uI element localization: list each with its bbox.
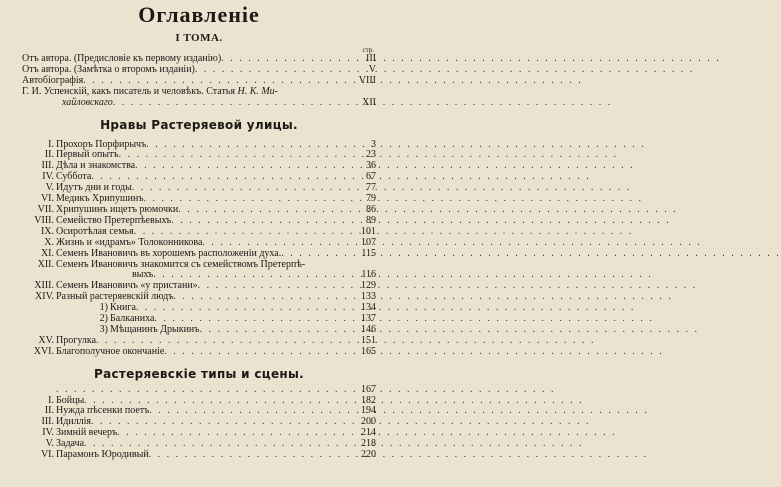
entry-page: 86: [366, 203, 376, 215]
entry-title: Благополучное окончаніе: [56, 345, 165, 357]
entry-title: Зимній вечеръ: [56, 427, 118, 439]
entry-page: 137: [361, 313, 376, 325]
entry-number: XIII.: [34, 280, 54, 292]
entry-title: Задача: [56, 438, 85, 450]
entry-page: 3: [371, 138, 376, 150]
entry-title: Мѣщанинъ Дрыкинъ: [110, 323, 200, 335]
toc-entry: [22, 347, 376, 358]
leader-dots: [113, 98, 348, 109]
chapter-list: [22, 140, 376, 304]
entry-title: Прогулка: [56, 334, 97, 346]
entry-title-cont: выхъ: [132, 269, 154, 281]
page-title: Оглавленіе: [138, 2, 260, 27]
entry-number: VIII.: [34, 214, 54, 226]
entry-page: 129: [361, 280, 376, 292]
entry-page: 36: [366, 160, 376, 172]
toc-entry: [22, 238, 376, 249]
chapter-list: [22, 385, 376, 461]
leader-dots: [202, 238, 348, 249]
entry-title: Бойцы: [56, 394, 85, 406]
entry-page: V: [368, 63, 376, 75]
entry-page: 146: [361, 323, 376, 335]
entry-page: 165: [361, 345, 376, 357]
entry-title: Семенъ Ивановичъ «у пристани»: [56, 280, 198, 292]
entry-title: [22, 87, 278, 98]
entry-title: Автобіографія: [22, 74, 84, 86]
entry-title: Медикъ Хрипушинъ: [56, 193, 144, 205]
entry-page: 133: [361, 291, 376, 303]
entry-page: XII: [362, 96, 376, 108]
entry-title: Семейство Претерпѣевыхъ: [56, 214, 172, 226]
chapter-list-continued: [22, 336, 376, 358]
entry-number: III.: [41, 416, 54, 428]
entry-number: V.: [45, 182, 54, 194]
entry-page: 214: [361, 427, 376, 439]
entry-title: Хрипушинъ ищетъ рюмочки: [56, 203, 179, 215]
entry-number: IV.: [42, 171, 54, 183]
entry-number: IX.: [40, 225, 54, 237]
entry-title: Семенъ Ивановичъ знакомится съ семействомъ Претерпѣ-: [56, 258, 306, 270]
entry-number: I.: [48, 138, 54, 150]
entry-page: 151: [361, 334, 376, 346]
entry-page: 116: [361, 269, 376, 281]
entry-page: 182: [361, 394, 376, 406]
entry-number: III.: [41, 160, 54, 172]
entry-title: Парамонъ Юродивый: [56, 449, 149, 461]
toc-entry: [22, 249, 376, 260]
section-heading: Растеряевскіе типы и сцены.: [93, 366, 305, 381]
leader-dots: [281, 249, 348, 260]
entry-number: 1): [99, 302, 108, 314]
entry-page: 115: [361, 247, 376, 259]
entry-page: III: [366, 53, 376, 64]
entry-number: V.: [45, 438, 54, 450]
entry-page: 218: [361, 438, 376, 450]
entry-title: Нужда пѣсенки поетъ: [56, 405, 150, 417]
entry-number: VI.: [40, 449, 54, 461]
entry-number: I.: [48, 394, 54, 406]
entry-number: XI.: [40, 247, 54, 259]
entry-title: Первый опытъ: [56, 149, 119, 161]
entry-page: 101: [361, 225, 376, 237]
entry-title: Книга: [110, 302, 136, 314]
entry-page: 79: [366, 193, 376, 205]
entry-number: VII.: [37, 203, 54, 215]
entry-title: Отъ автора. (Предисловіе къ первому изданію): [22, 53, 222, 64]
toc-entry-continuation: [22, 98, 376, 109]
entry-title: Отъ автора. (Замѣтка о второмъ изданіи): [22, 63, 195, 75]
entry-title: Семенъ Ивановичъ въ хорошемъ расположеніи духа.: [56, 247, 282, 259]
entry-page: 107: [361, 236, 376, 248]
leader-dots: [56, 385, 348, 396]
entry-title: Идутъ дни и годы: [56, 182, 132, 194]
subchapter-list: [22, 303, 376, 336]
leader-dots: [149, 450, 348, 461]
entry-page: VIII: [358, 74, 376, 86]
entry-number: XV.: [38, 334, 54, 346]
entry-page: 167: [361, 383, 376, 395]
entry-title-main: Г. И. Успенскій, какъ писатель и человѣкъ. Статья: [22, 85, 235, 97]
entry-number: VI.: [40, 193, 54, 205]
page-column-label: стр.: [362, 46, 374, 54]
entry-title: Балканиха: [110, 313, 155, 325]
entry-number: XVI.: [33, 345, 54, 357]
entry-page: 23: [366, 149, 376, 161]
entry-title: Суббота: [56, 171, 92, 183]
entry-number: II.: [44, 149, 54, 161]
entry-number: XII.: [37, 258, 54, 270]
toc-entry: [22, 450, 376, 461]
front-matter-list: [22, 54, 376, 109]
entry-page: 194: [361, 405, 376, 417]
entry-title: Разный растеряевскій людъ: [56, 291, 174, 303]
entry-page: 89: [366, 214, 376, 226]
entry-number: IV.: [42, 427, 54, 439]
entry-number: XIV.: [35, 291, 54, 303]
entry-title: Дѣла и знакомства: [56, 160, 136, 172]
entry-title: Жизнь и «идрамъ» Толоконникова: [56, 236, 203, 248]
entry-author-cont: хайловскаго: [62, 96, 113, 108]
entry-number: 2): [99, 313, 108, 325]
entry-page: 77: [366, 182, 376, 194]
entry-page: 134: [361, 302, 376, 314]
entry-page: 200: [361, 416, 376, 428]
leader-dots: [164, 347, 348, 358]
entry-title: Идиллія: [56, 416, 92, 428]
volume-heading: I ТОМА.: [175, 32, 223, 44]
entry-title: Прохоръ Порфирычъ: [56, 138, 147, 150]
entry-number: II.: [44, 405, 54, 417]
section-heading: Нравы Растеряевой улицы.: [100, 117, 298, 132]
entry-number: 3): [99, 323, 108, 335]
entry-page: 67: [366, 171, 376, 183]
toc-entry: [22, 87, 376, 98]
entry-page: 220: [361, 449, 376, 461]
entry-author: Н. К. Ми-: [237, 85, 278, 97]
entry-number: X.: [44, 236, 54, 248]
toc-entry: [22, 385, 376, 396]
entry-title: Осиротѣлая семья: [56, 225, 134, 237]
